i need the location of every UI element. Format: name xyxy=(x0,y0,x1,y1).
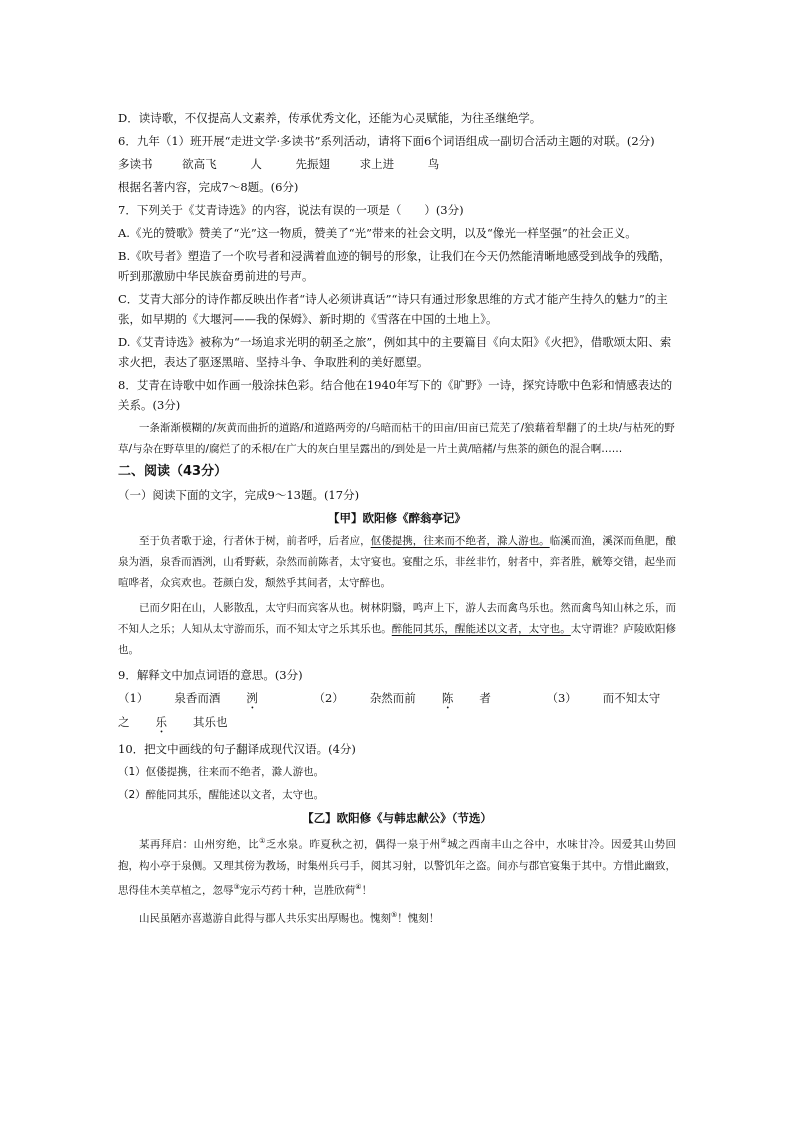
item-text: 而不知太守之 xyxy=(118,691,661,729)
underlined-sentence-2: 醉能同其乐，醒能述以文者，太守也。 xyxy=(391,623,571,635)
q6-word: 先振翅 xyxy=(295,157,330,171)
q7-option-a: A.《光的赞歌》赞美了“光”这一物质，赞美了“光”带来的社会文明，以及“像光一样坚强”的社会正义。 xyxy=(118,226,637,240)
item-text: 者 xyxy=(479,691,491,705)
item-number: （1） xyxy=(118,691,149,705)
q9-item xyxy=(313,691,516,705)
text-a-p1-part: 至于负者歌于途，行者休于树，前者呼，后者应， xyxy=(139,535,371,547)
q5-option-d: D．读诗歌，不仅提高人文素养，传承优秀文化，还能为心灵赋能，为往圣继绝学。 xyxy=(118,111,542,125)
q10-sentence-2: （2）醉能同其乐，醒能述以文者，太守也。 xyxy=(118,789,325,801)
q6-word: 欲高飞 xyxy=(182,157,217,171)
item-text: 其乐也 xyxy=(193,715,228,729)
footnote-marker: ⑤ xyxy=(391,911,398,919)
section-intro: 根据名著内容，完成7～8题。(6分) xyxy=(118,180,299,194)
q7-option-c: C．艾青大部分的诗作都反映出作者“诗人必须讲真话”“诗只有通过形象思维的方式才能产生持久的魅力”的主张，如早期的《大堰河——我的保姆》、新时期的《雪落在中国的土地上》。 xyxy=(118,292,668,326)
footnote-marker: ③ xyxy=(233,882,240,891)
text-b-paragraph-1 xyxy=(118,831,676,901)
text-a-p1-part: 临溪而渔，溪深而鱼肥，酿泉为酒，泉香而酒洌，山肴野蔌，杂然而前陈者，太守宴也。宴酣之乐，非丝非竹，射者中，弈者胜，觥筹交错，起坐而喧哗者，众宾欢也。苍颜白发，颓然乎其间者，太守醉也。 xyxy=(118,535,677,589)
text-a-paragraph-2 xyxy=(118,598,676,661)
q7-option-d: D.《艾青诗选》被称为“一场追求光明的朝圣之旅”，例如其中的主要篇目《向太阳》《火把》，借歌颂太阳、索求火把，表达了驱逐黑暗、坚持斗争、争取胜利的美好愿望。 xyxy=(118,335,672,369)
dotted-char: 陈 xyxy=(441,691,454,705)
text-b-title: 【乙】欧阳修《与韩忠献公》（节选） xyxy=(302,811,492,825)
q6-word: 鸟 xyxy=(427,157,440,171)
text-a-p2-part: 已而夕阳在山，人影散乱，太守归而宾客从也。树林阴翳，鸣声上下，游人去而禽鸟乐也。然而禽鸟知山林之乐，而不知人之乐；人知从太守游而乐，而不知太守之乐其乐也。 xyxy=(118,602,676,635)
text-b-part: 城之西南丰山之谷中，水味甘冷。因爱其山势回抱，构小亭于泉侧。又理其傍为教场，时集州兵弓手，阅其习射，以警饥年之盗。间亦与郡官宴集于其中。方惜此幽致，思得佳木美草植之，忽辱 xyxy=(118,838,677,896)
underlined-sentence-1: 伛偻提携，往来而不绝者，滁人游也。 xyxy=(370,535,550,547)
text-b-part: 乏水泉。昨夏秋之初，偶得一泉于州 xyxy=(265,838,441,851)
dotted-char: 洌 xyxy=(246,691,258,705)
q9-stem: 9．解释文中加点词语的意思。(3分) xyxy=(118,668,303,682)
q8-poem: 一条渐渐模糊的/灰黄而曲折的道路/和道路两旁的/乌暗而枯干的田亩/田亩已荒芜了/狼藉着犁翻了的土块/与枯死的野草/与杂在野草里的/腐烂了的禾根/在广大的灰白里呈露出的/到处是一片土黄/暗赭/与焦茶的颜色的混合啊…… xyxy=(118,422,675,455)
q6-word: 人 xyxy=(250,157,262,171)
footnote-marker: ② xyxy=(440,837,448,845)
q9-item xyxy=(118,691,284,705)
q6-stem: 6．九年（1）班开展“走进文学·多读书”系列活动，请将下面6个词语组成一副切合活动主题的对联。(2分) xyxy=(118,134,655,148)
section-2-heading: 二、阅读（43分） xyxy=(118,464,228,479)
footnote-marker: ④ xyxy=(355,882,362,891)
q7-stem: 7．下列关于《艾青诗选》的内容，说法有误的一项是（ ）(3分) xyxy=(118,203,464,217)
text-b-part: ！愧刻！ xyxy=(397,912,440,925)
q6-word: 求上进 xyxy=(359,157,395,171)
text-b-paragraph-2 xyxy=(118,905,676,930)
item-number: （3） xyxy=(546,691,577,705)
q10-stem: 10．把文中画线的句子翻译成现代汉语。(4分) xyxy=(118,742,356,756)
q6-word-list xyxy=(118,154,676,174)
text-b-part: 某再拜启：山州穷绝，比 xyxy=(139,838,260,851)
q8-stem: 8．艾青在诗歌中如作画一般涂抹色彩。结合他在1940年写下的《旷野》一诗，探究诗歌中色彩和情感表达的关系。(3分) xyxy=(118,378,673,412)
text-b-part: 山民虽陋亦喜遨游自此得与郡人共乐实出厚赐也。愧刻 xyxy=(139,912,391,925)
q6-word: 多读书 xyxy=(118,157,153,171)
item-number: （2） xyxy=(313,691,344,705)
item-text: 杂然而前 xyxy=(369,691,416,705)
text-a-paragraph-1 xyxy=(118,531,676,594)
q9-items xyxy=(118,688,676,736)
text-b-part: 宠示芍药十种，岂胜欣荷 xyxy=(239,884,356,896)
footnote-marker: ① xyxy=(259,837,266,845)
text-b-part: ！ xyxy=(361,884,373,896)
text-a-title: 【甲】欧阳修《醉翁亭记》 xyxy=(328,511,466,525)
dotted-char: 乐 xyxy=(155,715,167,729)
item-text: 泉香而酒 xyxy=(174,691,221,705)
part-1-intro: （一）阅读下面的文字，完成9～13题。(17分) xyxy=(118,488,360,502)
q10-sentence-1: （1）伛偻提携，往来而不绝者，滁人游也。 xyxy=(118,766,325,778)
q7-option-b: B.《吹号者》塑造了一个吹号者和浸满着血迹的铜号的形象，让我们在今天仍然能清晰地感受到战争的残酷，听到那激励中华民族奋勇前进的号声。 xyxy=(118,249,671,283)
text-a-p2-part: 太守谓谁？庐陵欧阳修也。 xyxy=(118,623,677,656)
